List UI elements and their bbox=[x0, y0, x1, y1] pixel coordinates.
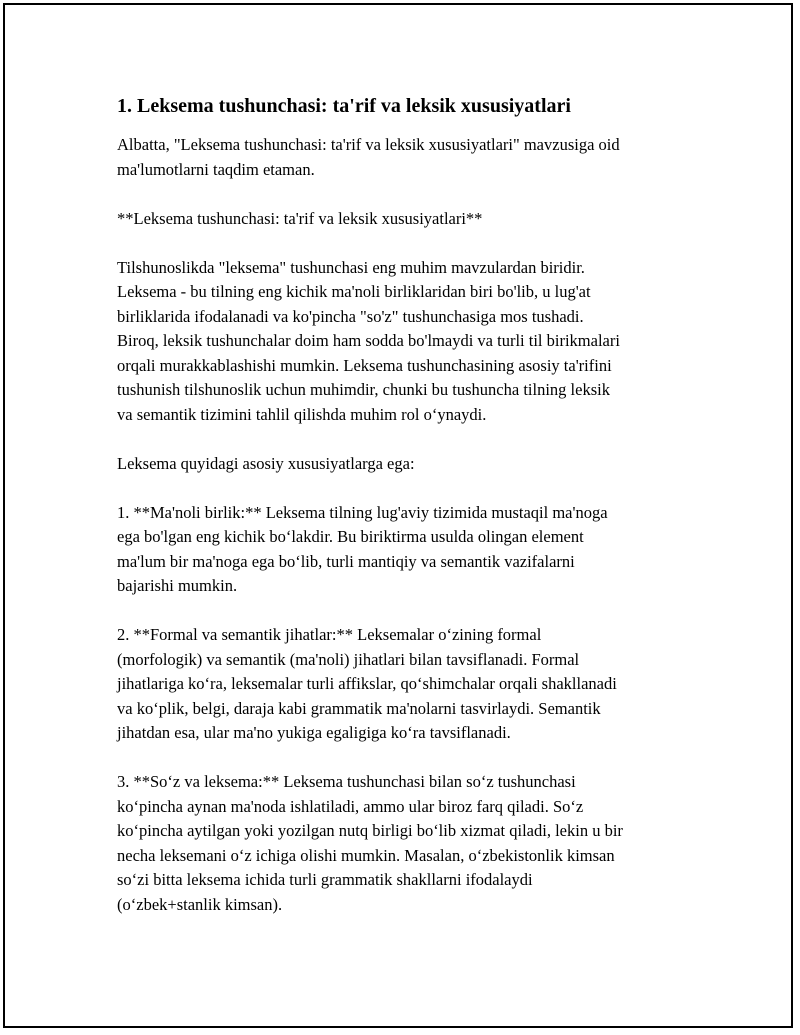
document-body bbox=[117, 93, 687, 942]
section-heading: 1. Leksema tushunchasi: ta'rif va leksik xususiyatlari bbox=[117, 95, 571, 117]
list-item-3: 3. **Soʻz va leksema:** Leksema tushunchasi bilan soʻz tushunchasi koʻpincha aynan ma'noda ishlatiladi, ammo ular biroz farq qiladi. Soʻz koʻpincha aytilgan yoki yozilgan nutq birligi boʻlib xizmat qiladi, lekin u bir necha leksemani oʻz ichiga olishi mumkin. Masalan, oʻzbekistonlik kimsan soʻzi bitta leksema ichida turli grammatik shakllarni ifodalaydi (oʻzbek+stanlik kimsan). bbox=[117, 772, 623, 914]
list-item-2: 2. **Formal va semantik jihatlar:** Leksemalar oʻzining formal (morfologik) va semantik (ma'noli) jihatlari bilan tavsiflanadi. Formal jihatlariga koʻra, leksemalar turli affikslar, qoʻshimchalar orqali shakllanadi va koʻplik, belgi, daraja kabi grammatik ma'nolarni tasvirlaydi. Semantik jihatdan esa, ular ma'no yukiga egaligiga koʻra tavsiflanadi. bbox=[117, 625, 617, 742]
list-item-1: 1. **Ma'noli birlik:** Leksema tilning lug'aviy tizimida mustaqil ma'noga ega bo'lgan eng kichik boʻlakdir. Bu biriktirma usulda olingan element ma'lum bir ma'noga ega boʻlib, turli mantiqiy va semantik vazifalarni bajarishi mumkin. bbox=[117, 502, 608, 595]
properties-intro-paragraph: Leksema quyidagi asosiy xususiyatlarga ega: bbox=[117, 453, 415, 473]
intro-paragraph: Albatta, "Leksema tushunchasi: ta'rif va leksik xususiyatlari" mavzusiga oid ma'lumotlarni taqdim etaman. bbox=[117, 135, 620, 179]
subtitle-paragraph: **Leksema tushunchasi: ta'rif va leksik xususiyatlari** bbox=[117, 208, 483, 228]
definition-paragraph: Tilshunoslikda "leksema" tushunchasi eng muhim mavzulardan biridir. Leksema - bu tilning eng kichik ma'noli birliklaridan biri bo'lib, u lug'at birliklarida ifodalanadi va ko'pincha "so'z" tushunchasiga mos tushadi. Biroq, leksik tushunchalar doim ham sodda bo'lmaydi va turli til birikmalari orqali murakkablashishi mumkin. Leksema tushunchasining asosiy ta'rifini tushunish tilshunoslik uchun muhimdir, chunki bu tushuncha tilning leksik va semantik tizimini tahlil qilishda muhim rol oʻynaydi. bbox=[117, 257, 620, 424]
